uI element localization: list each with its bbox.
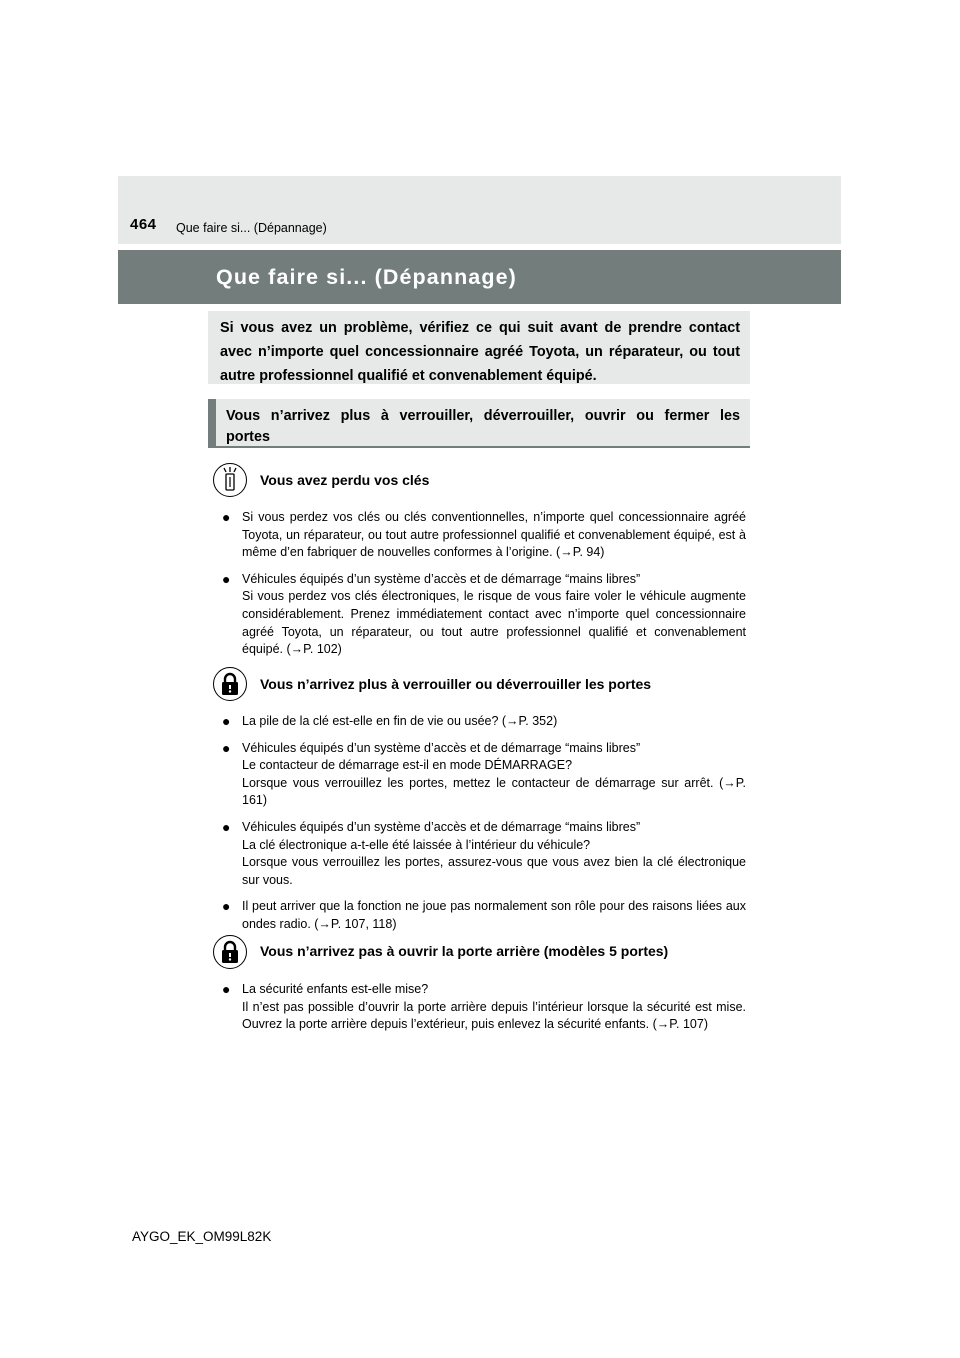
section-heading: Vous n’arrivez plus à verrouiller, déverrouiller, ouvrir ou fermer les portes — [208, 399, 750, 448]
page-number: 464 — [130, 216, 157, 233]
bullet-icon: ● — [222, 739, 231, 756]
title-bar — [118, 250, 841, 304]
page-title: Que faire si... (Dépannage) — [216, 264, 517, 289]
bullet-icon: ● — [222, 981, 231, 997]
list-item: ● Véhicules équipés d’un système d’accès et de démarrage “mains libres” La clé électronique a-t-elle été laissée à l’intérieur du véhicule? Lorsque vous verrouillez les portes, assurez-vous que vous avez bien la clé électronique sur vous. — [222, 818, 746, 887]
running-title: Que faire si... (Dépannage) — [176, 221, 327, 235]
intro-box: Si vous avez un problème, vérifiez ce qui suit avant de prendre contact avec n’importe quel concessionnaire agréé Toyota, un réparateur, ou tout autre professionnel qualifié et convenablement équipé. — [208, 311, 750, 384]
padlock-icon — [213, 667, 247, 701]
subsection-title-lost-keys: Vous avez perdu vos clés — [260, 472, 430, 488]
subsection-title-rear-door: Vous n’arrivez pas à ouvrir la porte arrière (modèles 5 portes) — [260, 943, 669, 959]
list-item: ● Si vous perdez vos clés ou clés conventionnelles, n’importe quel concessionnaire agréé Toyota, un réparateur, ou tout autre professionnel qualifié et convenablement équipé, est à même d’en fabriquer de nouvelles conformes à l’origine. (→P. 94) — [222, 509, 746, 560]
list-item: ● Véhicules équipés d’un système d’accès et de démarrage “mains libres” Le contacteur de démarrage est-il en mode DÉMARRAGE? Lorsque vous verrouillez les portes, mettez le contacteur de démarrage sur arrêt. (→P. 161) — [222, 739, 746, 808]
subsection-list-lost-keys — [222, 509, 746, 668]
padlock-icon — [213, 935, 247, 969]
subsection-title-lock-unlock: Vous n’arrivez plus à verrouiller ou déverrouiller les portes — [260, 676, 652, 692]
list-item: ● Véhicules équipés d’un système d’accès et de démarrage “mains libres” Si vous perdez vos clés électroniques, le risque de vous faire voler le véhicule augmente considérablement. Prenez immédiatement contact avec n’importe quel concessionnaire agréé Toyota, un réparateur, ou tout autre professionnel qualifié et convenablement équipé. (→P. 102) — [222, 570, 746, 657]
subsection-list-lock-unlock — [222, 713, 746, 943]
document-code: AYGO_EK_OM99L82K — [132, 1229, 272, 1244]
list-item: ● La sécurité enfants est-elle mise? Il n’est pas possible d’ouvrir la porte arrière depuis l’intérieur lorsque la sécurité est mise. Ouvrez la porte arrière depuis l’extérieur, puis enlevez la sécurité enfants. (→P. 107) — [222, 981, 746, 1032]
bullet-icon: ● — [222, 898, 231, 915]
bullet-icon: ● — [222, 509, 231, 525]
key-icon — [213, 463, 247, 497]
bullet-icon: ● — [222, 818, 231, 835]
list-item: ● La pile de la clé est-elle en fin de vie ou usée? (→P. 352) — [222, 713, 558, 729]
bullet-icon: ● — [222, 713, 231, 729]
bullet-icon: ● — [222, 570, 231, 587]
subsection-list-rear-door — [222, 981, 746, 1043]
list-item: ● Il peut arriver que la fonction ne joue pas normalement son rôle pour des raisons liées aux ondes radio. (→P. 107, 118) — [222, 898, 746, 931]
